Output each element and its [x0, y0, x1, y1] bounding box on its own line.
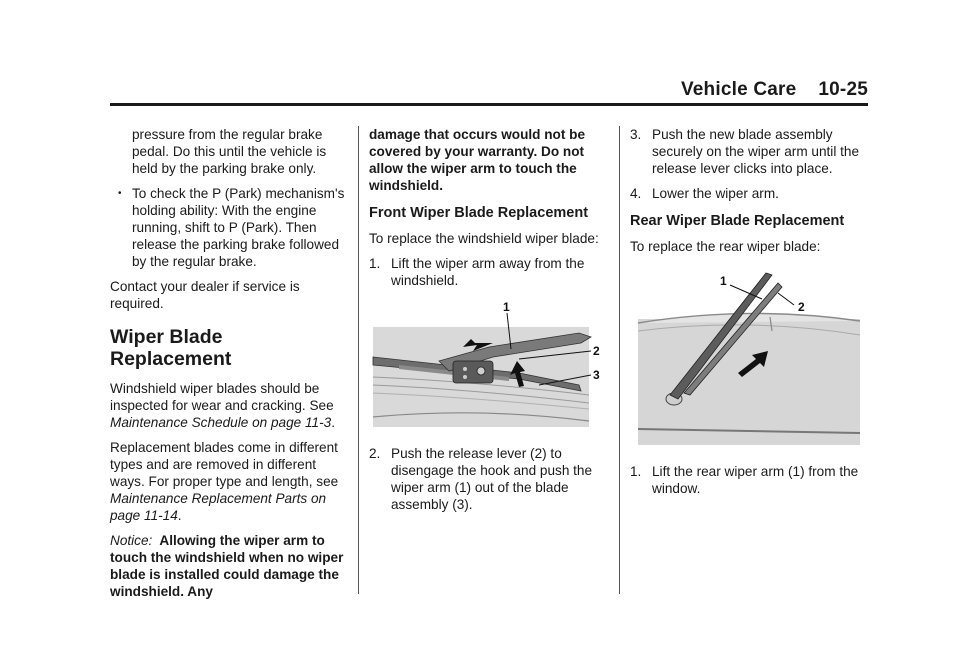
section-heading: Rear Wiper Blade Replacement	[630, 213, 845, 229]
step-item	[630, 126, 870, 177]
front-wiper-illustration	[369, 299, 607, 429]
column-divider	[358, 126, 359, 594]
text: .	[331, 415, 335, 430]
notice-continued: damage that occurs would not be covered by your warranty. Do not allow the wiper arm to touch the windshield.	[369, 127, 586, 193]
column-3	[630, 126, 870, 505]
front-wiper-figure	[369, 299, 607, 433]
paragraph-contact: Contact your dealer if service is required.	[110, 279, 300, 311]
step-text: Push the new blade assembly securely on the wiper arm until the release lever clicks into place.	[652, 127, 860, 176]
callout-3: 3	[593, 368, 600, 382]
section-heading: Front Wiper Blade Replacement	[369, 205, 589, 221]
column-1	[110, 126, 346, 608]
step-number: 2.	[369, 446, 381, 461]
step-item	[630, 185, 870, 202]
step-text: Lift the wiper arm away from the windshield.	[391, 256, 585, 288]
callout-1: 1	[503, 300, 510, 314]
paragraph-replacement	[110, 439, 346, 524]
callout-2: 2	[798, 300, 805, 314]
intro-text: To replace the windshield wiper blade:	[369, 231, 599, 246]
link-maintenance-replacement-parts[interactable]: Maintenance Replacement Parts on page 11-14	[110, 491, 327, 523]
text: Windshield wiper blades should be inspected for wear and cracking. See	[110, 381, 334, 413]
link-maintenance-schedule[interactable]: Maintenance Schedule on page 11-3	[110, 415, 332, 430]
paragraph-inspect	[110, 380, 346, 431]
step-item	[369, 445, 607, 513]
page-header	[110, 79, 868, 105]
step-number: 1.	[369, 256, 381, 271]
step-number: 4.	[630, 186, 642, 201]
step-text: Push the release lever (2) to disengage the hook and push the wiper arm (1) out of the blade assembly (3).	[391, 446, 593, 512]
step-item	[369, 255, 607, 289]
section-title: Vehicle Care	[680, 79, 797, 100]
notice-paragraph	[110, 532, 346, 600]
column-2	[369, 126, 607, 521]
step-number: 3.	[630, 127, 642, 142]
step-text: Lower the wiper arm.	[652, 186, 779, 201]
callout-2: 2	[593, 344, 600, 358]
bullet-symbol: •	[118, 188, 122, 199]
bullet-text: To check the P (Park) mechanism's holding ability: With the engine running, shift to P (Park). Then release the parking brake followed by the regular brake.	[132, 186, 345, 269]
text: Replacement blades come in different types and are removed in different ways. For proper type and length, see	[110, 440, 339, 489]
page-number: 10-25	[818, 79, 868, 100]
rear-wiper-figure	[630, 265, 870, 451]
section-heading: Wiper Blade Replacement	[110, 326, 232, 370]
header-text	[681, 79, 868, 101]
column-divider	[619, 126, 620, 594]
step-item	[630, 463, 870, 497]
rear-wiper-illustration	[630, 265, 870, 447]
header-rule	[110, 103, 868, 106]
intro-text: To replace the rear wiper blade:	[630, 239, 821, 254]
step-number: 1.	[630, 464, 642, 479]
paragraph-continued: pressure from the regular brake pedal. Do this until the vehicle is held by the parking brake only.	[132, 127, 327, 176]
notice-text: Allowing the wiper arm to touch the windshield when no wiper blade is installed could damage the windshield. Any	[110, 533, 344, 599]
callout-1: 1	[720, 274, 727, 288]
bullet-item	[110, 185, 346, 270]
notice-label: Notice:	[110, 533, 153, 548]
text: .	[177, 508, 182, 523]
step-text: Lift the rear wiper arm (1) from the window.	[652, 464, 859, 496]
